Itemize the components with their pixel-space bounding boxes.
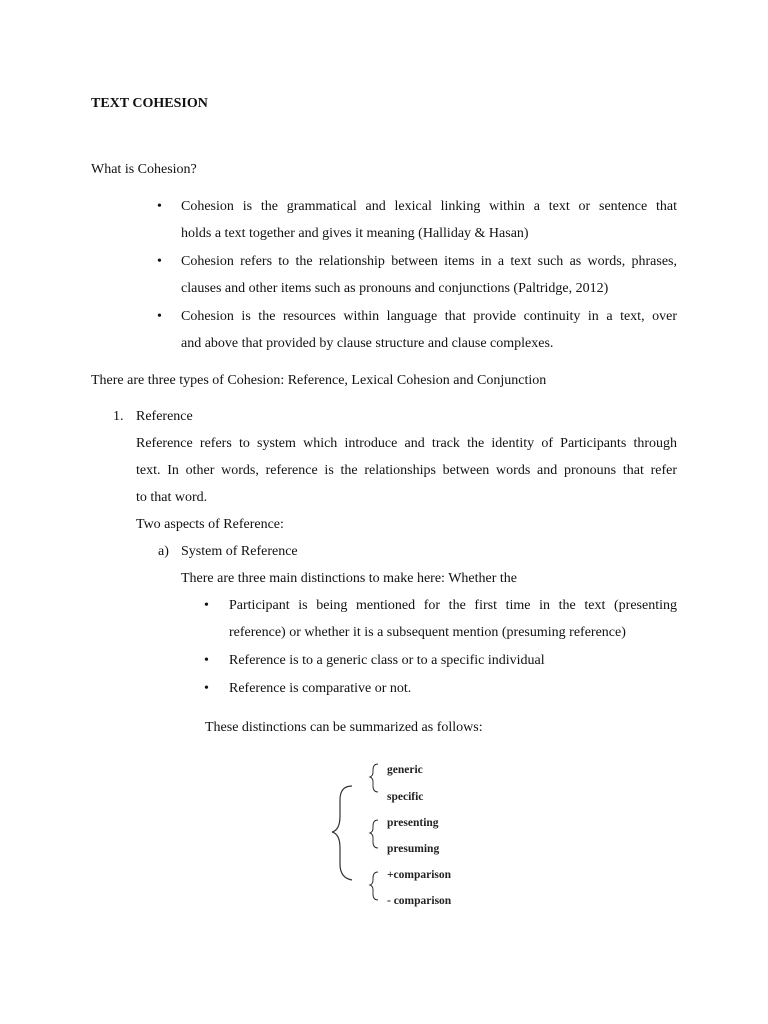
- distinctions-intro: There are three main distinctions to make here: Whether the: [181, 571, 517, 586]
- page-title: TEXT COHESION: [91, 96, 208, 111]
- sub-a-label: a): [158, 544, 169, 559]
- brace-group-2: [370, 820, 378, 848]
- bullet-icon: •: [157, 254, 162, 269]
- summary-sentence: These distinctions can be summarized as follows:: [205, 720, 483, 735]
- reference-def-line-3: to that word.: [136, 490, 208, 505]
- reference-def-line-1: Reference refers to system which introduce and track the identity of Participants through: [136, 436, 677, 451]
- diagram-label: - comparison: [387, 895, 452, 907]
- bullet-1-line-2: holds a text together and gives it meaning (Halliday & Hasan): [181, 226, 529, 241]
- bullet-2-line-2: clauses and other items such as pronouns and conjunctions (Paltridge, 2012): [181, 281, 609, 296]
- outer-brace: [332, 786, 352, 880]
- brace-group-1: [370, 764, 378, 792]
- bullet-2-line-1: Cohesion refers to the relationship between items in a text such as words, phrases,: [181, 254, 677, 269]
- diagram-label: presuming: [387, 843, 440, 855]
- distinction-1-line-2: reference) or whether it is a subsequent mention (presuming reference): [229, 625, 626, 640]
- diagram-label: specific: [387, 791, 424, 803]
- bullet-icon: •: [157, 199, 162, 214]
- types-paragraph: There are three types of Cohesion: Reference, Lexical Cohesion and Conjunction: [91, 373, 547, 388]
- distinction-2: Reference is to a generic class or to a specific individual: [229, 653, 545, 668]
- bullet-1-line-1: Cohesion is the grammatical and lexical linking within a text or sentence that: [181, 199, 677, 214]
- aspects-heading: Two aspects of Reference:: [136, 517, 284, 532]
- item-1-number: 1.: [113, 409, 124, 424]
- distinction-3: Reference is comparative or not.: [229, 681, 412, 696]
- sub-a-text: System of Reference: [181, 544, 298, 559]
- diagram-label: generic: [387, 764, 423, 776]
- brace-group-3: [370, 872, 378, 900]
- bullet-3-line-1: Cohesion is the resources within language that provide continuity in a text, over: [181, 309, 677, 324]
- reference-def-line-2: text. In other words, reference is the relationships between words and pronouns that refer: [136, 463, 677, 478]
- reference-distinctions-diagram: [330, 756, 470, 916]
- question-heading: What is Cohesion?: [91, 162, 197, 177]
- bullet-3-line-2: and above that provided by clause structure and clause complexes.: [181, 336, 554, 351]
- diagram-label: +comparison: [387, 869, 452, 881]
- bullet-icon: •: [157, 309, 162, 324]
- item-1-label: Reference: [136, 409, 193, 424]
- bullet-icon: •: [204, 653, 209, 668]
- bullet-icon: •: [204, 598, 209, 613]
- diagram-label: presenting: [387, 817, 439, 829]
- distinction-1-line-1: Participant is being mentioned for the first time in the text (presenting: [229, 598, 677, 613]
- bullet-icon: •: [204, 681, 209, 696]
